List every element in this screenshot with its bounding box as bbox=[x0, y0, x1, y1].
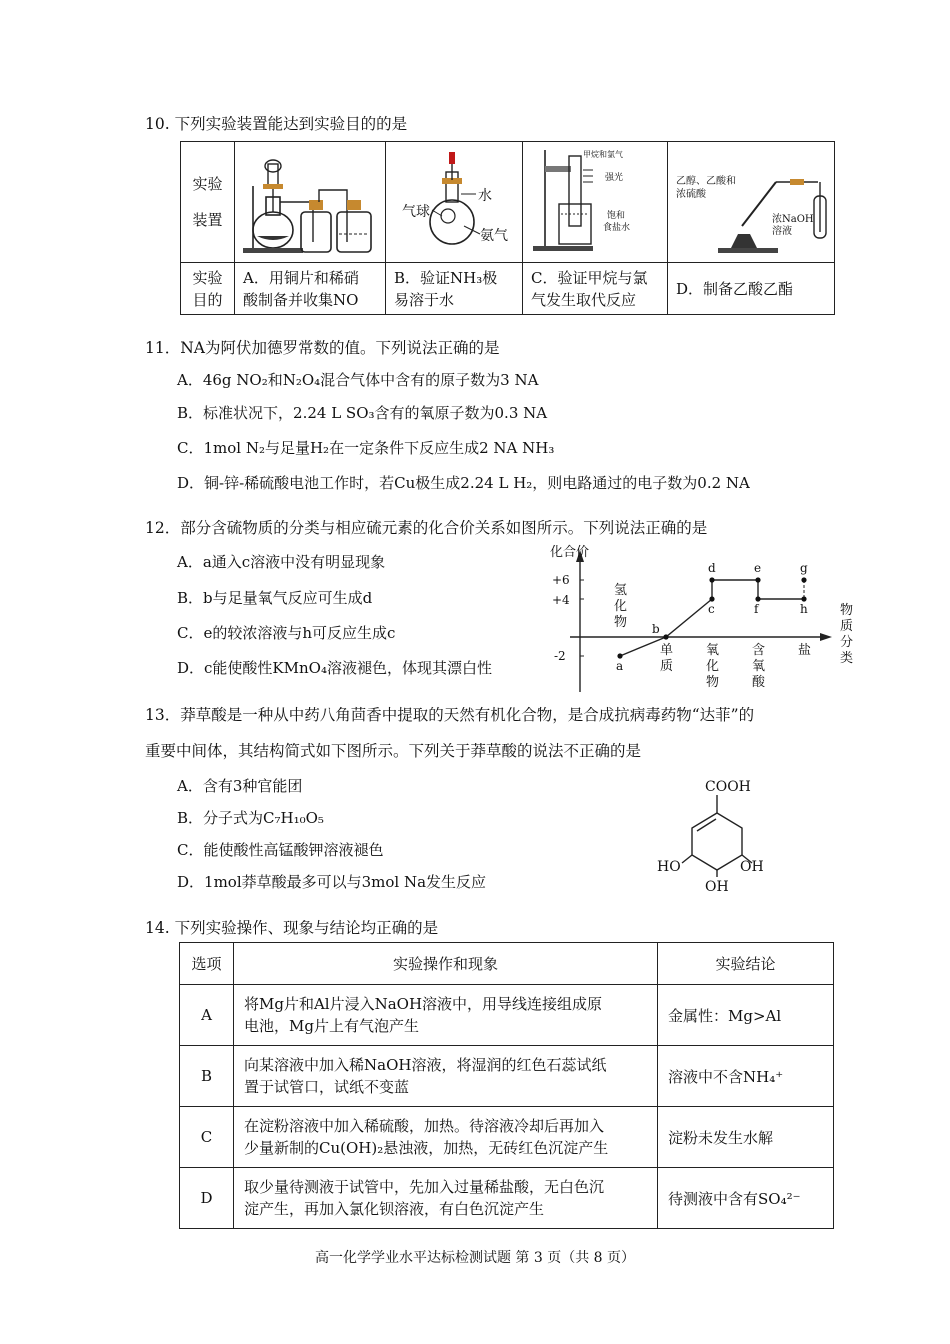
apparatus-d-drawing bbox=[668, 142, 834, 258]
x-axis-label: 物 bbox=[840, 603, 854, 618]
x-category-label: 质 bbox=[660, 659, 674, 674]
q14-header-conclusion: 实验结论 bbox=[658, 943, 834, 985]
chart-point-label-e: e bbox=[754, 561, 762, 575]
purpose-a bbox=[235, 263, 386, 315]
x-axis-label: 质 bbox=[840, 619, 854, 634]
x-axis-label: 类 bbox=[840, 651, 854, 666]
chart-point-h bbox=[801, 596, 806, 601]
purpose-b bbox=[386, 263, 523, 315]
q11-option-c: C．1mol N₂与足量H₂在一定条件下反应生成2 NA NH₃ bbox=[177, 439, 555, 457]
purpose-line: D．制备乙酸乙酯 bbox=[676, 279, 794, 298]
x-category-label: 化 bbox=[614, 599, 628, 614]
operation-line: 在淀粉溶液中加入稀硫酸，加热。待溶液冷却后再加入 bbox=[244, 1117, 605, 1135]
label-gases: 甲烷和氯气 bbox=[583, 150, 623, 159]
label-light: 强光 bbox=[605, 173, 624, 183]
x-category-label: 氧 bbox=[706, 643, 720, 658]
table-row bbox=[180, 1107, 834, 1168]
chart-point-label-g: g bbox=[800, 561, 808, 575]
x-category-label: 氢 bbox=[614, 583, 628, 598]
chart-point-label-c: c bbox=[708, 602, 715, 616]
row-option: C bbox=[180, 1107, 234, 1168]
q14-header-operation: 实验操作和现象 bbox=[234, 943, 658, 985]
q11-option-a: A．46g NO₂和N₂O₄混合气体中含有的原子数为3 NA bbox=[177, 371, 539, 389]
q14-table bbox=[179, 942, 834, 1229]
label-oh-right: OH bbox=[740, 859, 764, 875]
y-tick-label: +6 bbox=[552, 573, 570, 587]
q10-table bbox=[180, 141, 835, 315]
label-ammonia: 氨气 bbox=[480, 228, 508, 244]
purpose-line: 易溶于水 bbox=[394, 290, 455, 309]
x-category-label: 单 bbox=[660, 643, 674, 658]
y-tick-label: -2 bbox=[554, 649, 566, 663]
operation-line: 淀产生，再加入氯化钡溶液，有白色沉淀产生 bbox=[244, 1200, 545, 1218]
header-line: 实验 bbox=[192, 175, 223, 193]
apparatus-b-drawing bbox=[386, 142, 522, 258]
x-category-label: 盐 bbox=[798, 643, 812, 658]
purpose-line: A．用铜片和稀硝 bbox=[243, 268, 359, 287]
label-naoh-2: 溶液 bbox=[772, 226, 792, 237]
row-option: B bbox=[180, 1046, 234, 1107]
q12-option-a: A．a通入c溶液中没有明显现象 bbox=[177, 553, 386, 571]
operation-line: 电池，Mg片上有气泡产生 bbox=[244, 1017, 419, 1035]
q10-header-purpose bbox=[181, 263, 235, 315]
label-cooh: COOH bbox=[705, 779, 751, 795]
operation-line: 取少量待测液于试管中，先加入过量稀盐酸，无白色沉 bbox=[244, 1178, 605, 1196]
label-balloon: 气球 bbox=[402, 204, 430, 220]
purpose-line: 气发生取代反应 bbox=[531, 290, 637, 309]
operation-line: 置于试管口，试纸不变蓝 bbox=[244, 1078, 410, 1096]
chart-point-label-d: d bbox=[708, 561, 716, 575]
y-axis-label: 化合价 bbox=[550, 545, 590, 560]
chart-point-label-h: h bbox=[800, 602, 808, 616]
purpose-line: C．验证甲烷与氯 bbox=[531, 268, 648, 287]
shikimic-acid-structure bbox=[650, 775, 780, 900]
row-option: D bbox=[180, 1168, 234, 1229]
q13-stem-line1: 13．莽草酸是一种从中药八角茴香中提取的天然有机化合物，是合成抗病毒药物“达菲”的 bbox=[145, 706, 755, 724]
table-row bbox=[180, 1046, 834, 1107]
chart-point-f bbox=[755, 596, 760, 601]
x-category-label: 含 bbox=[752, 643, 766, 658]
page-footer: 高一化学学业水平达标检测试题 第 3 页（共 8 页） bbox=[314, 1250, 636, 1266]
label-oh-bottom: OH bbox=[705, 879, 729, 895]
header-line: 实验 bbox=[192, 268, 223, 287]
label-brine-2: 食盐水 bbox=[603, 223, 631, 233]
row-operation bbox=[234, 985, 658, 1046]
chart-point-label-a: a bbox=[616, 659, 624, 673]
y-tick-label: +4 bbox=[552, 593, 570, 607]
row-operation bbox=[234, 1168, 658, 1229]
valence-chart bbox=[540, 542, 870, 694]
chart-point-label-b: b bbox=[652, 622, 660, 636]
apparatus-a bbox=[235, 142, 386, 263]
row-conclusion: 金属性：Mg>Al bbox=[658, 985, 834, 1046]
chart-point-a bbox=[617, 653, 622, 658]
label-brine-1: 饱和 bbox=[607, 211, 626, 221]
label-reagents-2: 浓硫酸 bbox=[676, 189, 706, 200]
x-category-label: 氧 bbox=[752, 659, 766, 674]
row-operation bbox=[234, 1107, 658, 1168]
q13-option-b: B．分子式为C₇H₁₀O₅ bbox=[177, 809, 324, 827]
apparatus-c bbox=[523, 142, 668, 263]
purpose-c bbox=[523, 263, 668, 315]
q11-stem: 11．NA为阿伏加德罗常数的值。下列说法正确的是 bbox=[145, 339, 500, 357]
q14-header-option: 选项 bbox=[180, 943, 234, 985]
x-category-label: 化 bbox=[706, 659, 720, 674]
row-conclusion: 溶液中不含NH₄⁺ bbox=[658, 1046, 834, 1107]
row-option: A bbox=[180, 985, 234, 1046]
chart-segment bbox=[666, 599, 712, 637]
apparatus-c-drawing bbox=[523, 142, 667, 258]
q13-stem-line2: 重要中间体，其结构简式如下图所示。下列关于莽草酸的说法不正确的是 bbox=[145, 742, 642, 760]
q11-option-d: D．铜-锌-稀硫酸电池工作时，若Cu极生成2.24 L H₂，则电路通过的电子数为0.2 NA bbox=[177, 474, 750, 492]
operation-line: 向某溶液中加入稀NaOH溶液，将湿润的红色石蕊试纸 bbox=[244, 1056, 607, 1074]
q12-stem: 12．部分含硫物质的分类与相应硫元素的化合价关系如图所示。下列说法正确的是 bbox=[145, 519, 708, 537]
header-line: 目的 bbox=[192, 290, 223, 309]
q10-stem: 10. 下列实验装置能达到实验目的的是 bbox=[145, 115, 408, 133]
label-ho-left: HO bbox=[657, 859, 681, 875]
x-category-label: 酸 bbox=[752, 675, 766, 690]
q12-option-d: D．c能使酸性KMnO₄溶液褪色，体现其漂白性 bbox=[177, 659, 492, 677]
chart-point-g bbox=[801, 577, 806, 582]
row-conclusion: 淀粉未发生水解 bbox=[658, 1107, 834, 1168]
label-naoh-1: 浓NaOH bbox=[772, 214, 814, 225]
row-operation bbox=[234, 1046, 658, 1107]
header-line: 装置 bbox=[192, 211, 223, 229]
purpose-d bbox=[668, 263, 835, 315]
q11-option-b: B．标准状况下，2.24 L SO₃含有的氧原子数为0.3 NA bbox=[177, 404, 548, 422]
q12-option-b: B．b与足量氧气反应可生成d bbox=[177, 589, 373, 607]
q13-option-d: D．1mol莽草酸最多可以与3mol Na发生反应 bbox=[177, 873, 487, 891]
q12-option-c: C．e的较浓溶液与h可反应生成c bbox=[177, 624, 396, 642]
table-row bbox=[180, 985, 834, 1046]
operation-line: 将Mg片和Al片浸入NaOH溶液中，用导线连接组成原 bbox=[244, 995, 603, 1013]
chart-point-c bbox=[709, 596, 714, 601]
q10-header-apparatus bbox=[181, 142, 235, 263]
label-water: 水 bbox=[478, 188, 492, 204]
table-row bbox=[180, 1168, 834, 1229]
label-reagents-1: 乙醇、乙酸和 bbox=[676, 176, 736, 187]
row-conclusion: 待测液中含有SO₄²⁻ bbox=[658, 1168, 834, 1229]
x-axis-label: 分 bbox=[840, 635, 854, 650]
q13-option-c: C．能使酸性高锰酸钾溶液褪色 bbox=[177, 841, 384, 859]
chart-point-d bbox=[709, 577, 714, 582]
q13-option-a: A．含有3种官能团 bbox=[177, 777, 303, 795]
chart-point-e bbox=[755, 577, 760, 582]
chart-point-b bbox=[663, 634, 668, 639]
apparatus-a-drawing bbox=[235, 142, 385, 258]
operation-line: 少量新制的Cu(OH)₂悬浊液，加热，无砖红色沉淀产生 bbox=[244, 1139, 609, 1157]
purpose-line: B．验证NH₃极 bbox=[394, 268, 498, 287]
x-category-label: 物 bbox=[614, 615, 628, 630]
q14-stem: 14. 下列实验操作、现象与结论均正确的是 bbox=[145, 919, 439, 937]
apparatus-b bbox=[386, 142, 523, 263]
chart-point-label-f: f bbox=[754, 602, 759, 616]
apparatus-d bbox=[668, 142, 835, 263]
x-category-label: 物 bbox=[706, 675, 720, 690]
purpose-line: 酸制备并收集NO bbox=[243, 290, 359, 309]
